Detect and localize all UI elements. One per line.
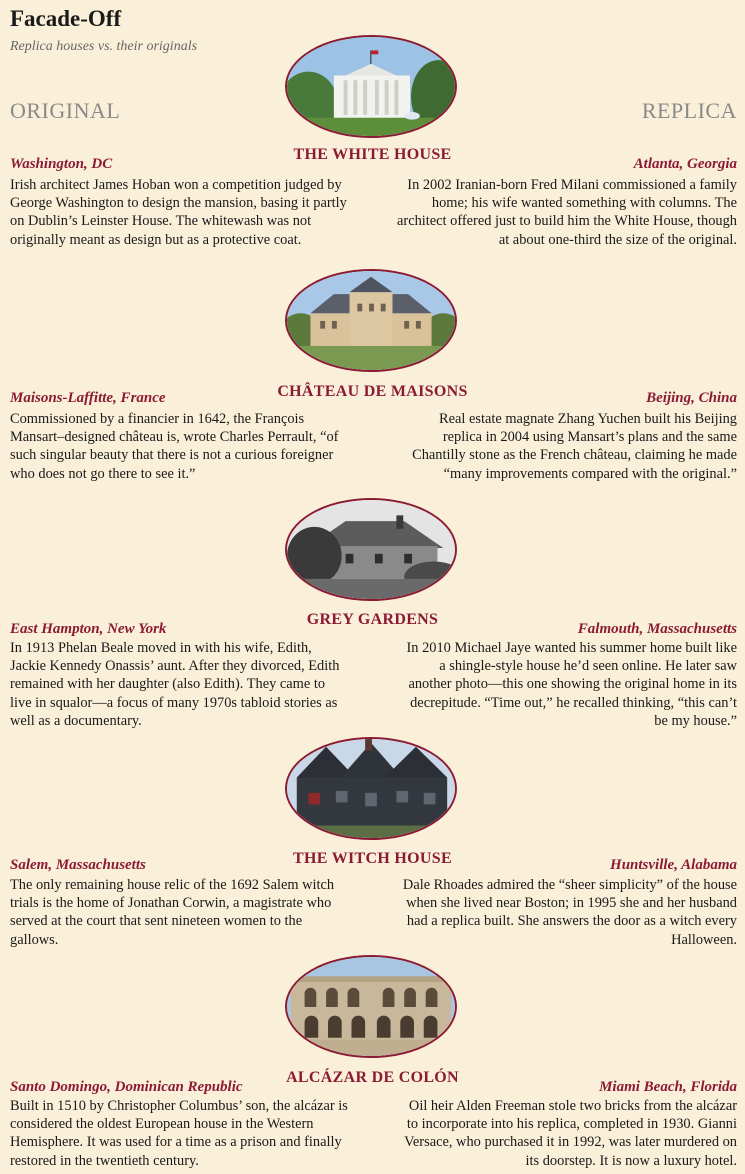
witch-house-photo	[285, 737, 457, 840]
original-location: Washington, DC	[10, 156, 113, 172]
page-subtitle: Replica houses vs. their originals	[10, 39, 198, 54]
chateau-photo	[285, 269, 457, 372]
original-description: Irish architect James Hoban won a competition judged by George Washington to design the mansion, basing it partly on Dublin’s Leinster House. The whitewash was not originally meant as design but as a protective coat.	[10, 177, 347, 248]
original-description: In 1913 Phelan Beale moved in with his wife, Edith, Jackie Kennedy Onassis’ aunt. After they divorced, Edith remained with her daughter (also Edith). They came to live in squalor—a focus of many 1970s tabloid stories as well as a documentary.	[10, 640, 340, 729]
original-description: Built in 1510 by Christopher Columbus’ son, the alcázar is considered the oldest European house in the Western Hemisphere. It was used for a time as a prison and finally restored in the twentieth century.	[10, 1098, 348, 1169]
replica-description: In 2010 Michael Jaye wanted his summer home built like a shingle-style house he’d seen online. He later saw another photo—this one showing the original home in its decrepitude. “Time out,” he recalled thinking, “this can’t be my house.”	[406, 640, 737, 729]
original-location: East Hampton, New York	[10, 621, 167, 637]
house-name: THE WITCH HOUSE	[293, 850, 452, 867]
original-location: Salem, Massachusetts	[10, 857, 146, 873]
original-description: Commissioned by a financier in 1642, the François Mansart–designed château is, wrote Charles Perrault, “of such singular beauty that there is not a curious foreigner who does not go there to see it.”	[10, 411, 339, 482]
replica-description: Oil heir Alden Freeman stole two bricks from the alcázar to incorporate into his replica, completed in 1930. Gianni Versace, who purchased it in 1992, was later murdered on its doorstep. It is now a luxury hotel.	[404, 1098, 737, 1169]
replica-description: Dale Rhoades admired the “sheer simplicity” of the house when she lived near Boston; in 1995 she and her husband had a replica built. She answers the door as a witch every Halloween.	[402, 877, 737, 948]
replica-location: Falmouth, Massachusetts	[577, 621, 737, 637]
replica-location: Miami Beach, Florida	[599, 1079, 737, 1095]
replica-description: Real estate magnate Zhang Yuchen built his Beijing replica in 2004 using Mansart’s plans and the same Chantilly stone as the French château, claiming he made “many improvements compared with the original.”	[412, 411, 737, 482]
house-name: CHÂTEAU DE MAISONS	[277, 383, 468, 400]
original-description: The only remaining house relic of the 1692 Salem witch trials is the home of Jonathan Corwin, a magistrate who served at the court that sent nineteen women to the gallows.	[10, 877, 335, 948]
replica-column-heading: REPLICA	[641, 98, 737, 123]
house-name: THE WHITE HOUSE	[293, 146, 452, 163]
replica-location: Beijing, China	[646, 390, 737, 406]
original-location: Maisons-Laffitte, France	[10, 390, 166, 406]
original-column-heading: ORIGINAL	[10, 98, 121, 123]
original-location: Santo Domingo, Dominican Republic	[10, 1079, 243, 1095]
alcazar-photo	[285, 955, 457, 1058]
white-house-photo	[285, 35, 457, 138]
replica-description: In 2002 Iranian-born Fred Milani commissioned a family home; his wife wanted something with columns. The architect offered just to build him the White House, though at about one-third the size of the original.	[397, 177, 737, 248]
replica-location: Huntsville, Alabama	[610, 857, 737, 873]
replica-location: Atlanta, Georgia	[633, 156, 737, 172]
page-title: Facade-Off	[10, 6, 122, 31]
house-name: GREY GARDENS	[306, 611, 439, 628]
grey-gardens-photo	[285, 498, 457, 601]
house-name: ALCÁZAR DE COLÓN	[286, 1069, 459, 1086]
